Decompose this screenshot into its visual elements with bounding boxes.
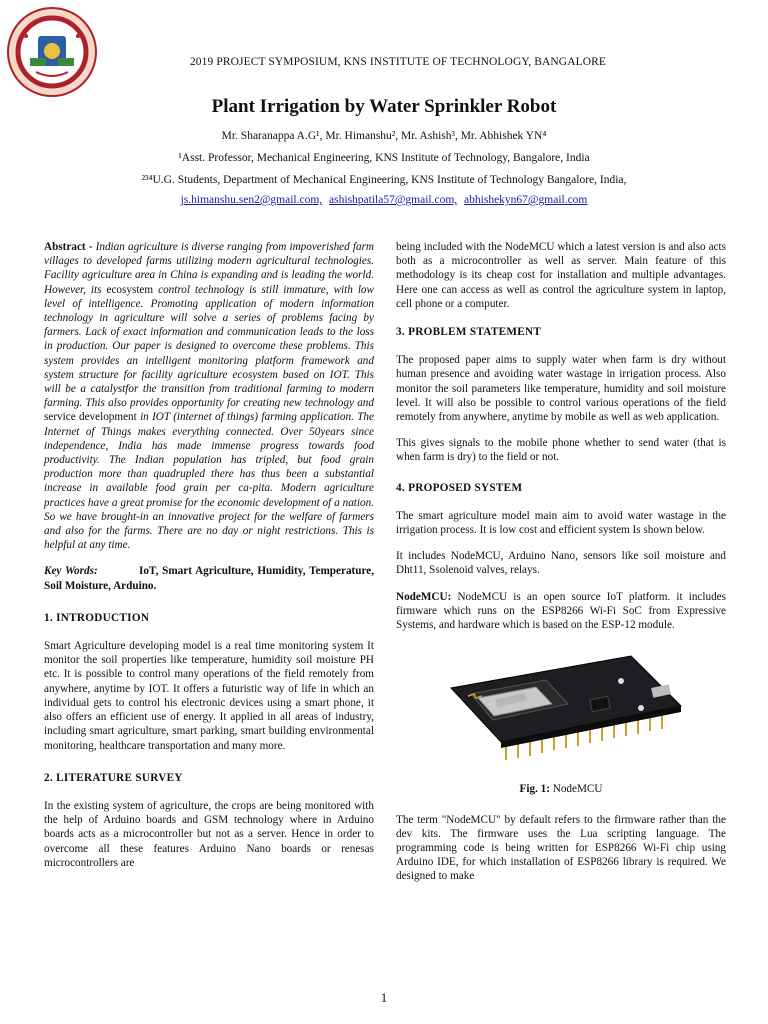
figure-caption: Fig. 1: NodeMCU	[519, 783, 603, 796]
right-column	[396, 240, 726, 896]
email-link[interactable]: abhishekyn67@gmail.com	[464, 194, 588, 206]
authors: Mr. Sharanappa A.G¹, Mr. Himanshu², Mr. Ashish³, Mr. Abhishek YN⁴	[221, 130, 547, 142]
literature-heading: 2. LITERATURE SURVEY	[44, 771, 183, 784]
proposed-text: The smart agriculture model main aim to avoid water wastage in the irrigation process. It is low cost and efficient system Is shown below.	[396, 509, 726, 537]
introduction-heading: 1. INTRODUCTION	[44, 611, 150, 624]
continued-text: being included with the NodeMCU which a latest version is and also acts both as a microcontroller as well as server. Main feature of this methodology is its cheap cost for installation and multiple advantages. Here one can access as well as control the agriculture system in laptop, cell phone or a computer.	[396, 241, 726, 310]
problem-heading: 3. PROBLEM STATEMENT	[396, 326, 542, 339]
left-column	[44, 240, 374, 882]
introduction-text: Smart Agriculture developing model is a real time monitoring system It monitor the soil properties like temperature, humidity soil moisture PH etc. It is possible to control many operations of the field remotely from anywhere, anytime by IOT. It offers a futuristic way of life in which an individual gets to control his electronic devices using a smart phone, it also offers an efficient use of energy. It applied in all areas of industry, including smart agriculture, smart parking, smart building environmental monitoring, healthcare transportation and many more.	[44, 640, 374, 752]
paper-title: Plant Irrigation by Water Sprinkler Robot	[211, 96, 557, 117]
abstract: Abstract - Indian agriculture is diverse ranging from impoverished farm villages to developed farms utilizing modern agricultural technologies. Facility agriculture area in China is expanding and is leading the world. However, its ecosystem control technology is still immature, with low level of intelligence. Promoting application of modern information technology in agriculture will solve a series of problems facing by farmers. Lack of exact information and communication leads to the loss in production. Our paper is designed to overcome these problems. This system provides an intelligent monitoring platform framework and system structure for facility agriculture ecosystem based on IOT. This will be a catalystfor the transition from traditional farming to modern farming. This also provides opportunity for creating new technology and service development in IOT (internet of things) farming application. The Internet of Things makes everything connected. Over 50years since independence, India has made immense progress towards food productivity. The Indian population has tripled, but food grain production more than quadrupled there has thus been a substantial increase in available food grain per ca-pita. Modern agriculture practices have a great promise for the economic development of a nation. So we have brought-in an innovative project for the welfare of farmers and also for the farms. There are no day or night restrictions. This is helpful at any time.	[44, 241, 375, 552]
problem-text-2: This gives signals to the mobile phone whether to send water (that is when farm is dry) to the field or not.	[396, 437, 726, 464]
proposed-heading: 4. PROPOSED SYSTEM	[396, 481, 523, 494]
nodemcu-board-image	[396, 646, 726, 766]
page-number: 1	[380, 990, 388, 1005]
affiliation-2: ²³⁴U.G. Students, Department of Mechanical Engineering, KNS Institute of Technology Bangalore, India,	[141, 174, 627, 186]
nodemcu-text: NodeMCU: NodeMCU is an open source IoT platform. it includes firmware which runs on the ESP8266 Wi-Fi SoC from Expressive Systems, and hardware which is based on the ESP-12 module.	[396, 590, 726, 632]
keywords: Key Words: IoT, Smart Agriculture, Humidity, Temperature, Soil Moisture, Arduino.	[44, 565, 375, 592]
symposium-header: 2019 PROJECT SYMPOSIUM, KNS INSTITUTE OF TECHNOLOGY, BANGALORE	[189, 56, 607, 68]
university-logo	[6, 6, 98, 98]
term-text: The term "NodeMCU" by default refers to the firmware rather than the dev kits. The firmware uses the Lua scripting language. The programming code is being written for ESP8266 Wi-Fi chip using Arduino IDE, for which installation of ESP8266 library is required. We designed to make	[396, 813, 726, 883]
proposed-text-2: It includes NodeMCU, Arduino Nano, sensors like soil moisture and Dht11, Ssolenoid valves, relays.	[396, 550, 726, 577]
problem-text: The proposed paper aims to supply water when farm is dry without human presence and avoiding water wastage in irrigation process. Also monitor the soil parameters like temperature, humidity and soil moisture level. It will also be possible to control various operations of the field remotely from anywhere, anytime by mobile as well as web application.	[396, 354, 726, 424]
emails	[0, 194, 768, 206]
email-link[interactable]: js.himanshu.sen2@gmail.com,	[180, 194, 323, 206]
affiliation-1: ¹Asst. Professor, Mechanical Engineering, KNS Institute of Technology, Bangalore, India	[178, 152, 590, 164]
email-link[interactable]: ashishpatila57@gmail.com,	[329, 194, 458, 206]
literature-text: In the existing system of agriculture, the crops are being monitored with the help of Arduino boards and GSM technology where in Arduino boards acts as a microcontroller but not as a server. Hence in order to overcome all these features Arduino Nano boards or renesas microcontrollers are	[44, 799, 374, 869]
